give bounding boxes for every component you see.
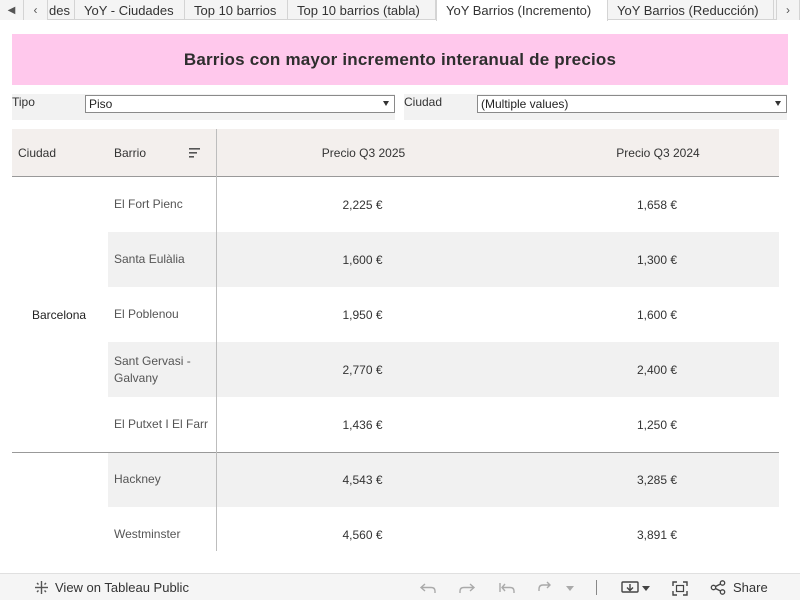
barrio-cell: Santa Eulàlia [114,252,185,266]
caret-down-icon [775,101,781,106]
chevron-first-icon: ◀ [7,4,16,16]
table-row[interactable] [108,507,779,562]
precio-q3-2024-cell: 1,600 € [636,307,678,322]
refresh-icon[interactable] [536,581,554,595]
ciudad-selected-value: (Multiple values) [481,97,569,111]
table-row[interactable] [108,342,779,397]
toolbar-divider [596,580,597,595]
ciudad-dropdown[interactable] [477,95,787,113]
barrio-cell: Hackney [114,472,161,486]
precio-q3-2024-cell: 2,400 € [636,362,678,377]
tab-yoy-barrios-reduccion[interactable]: YoY Barrios (Reducción) [608,0,774,20]
header-ciudad[interactable]: Ciudad [18,146,57,160]
tab-scroll-left[interactable] [24,0,48,20]
chevron-left-icon: ‹ [33,3,38,17]
caret-down-icon [383,101,389,106]
table-row[interactable] [108,452,779,507]
precio-q3-2024-cell: 1,300 € [636,252,678,267]
barrio-cell: El Fort Pienc [114,197,183,211]
table-row[interactable] [108,397,779,452]
download-icon[interactable] [621,581,639,596]
tab-top-10-barrios-tabla[interactable]: Top 10 barrios (tabla) [288,0,436,20]
share-icon [710,580,726,595]
dashboard-title: Barrios con mayor incremento interanual de precios [183,49,617,69]
tab-yoy-ciudades[interactable]: YoY - Ciudades [75,0,185,20]
table-row[interactable] [108,287,779,342]
undo-icon[interactable] [419,581,437,595]
redo-icon[interactable] [458,581,476,595]
precio-q3-2025-cell: 4,560 € [342,527,383,542]
tableau-cross-icon [34,580,49,595]
revert-icon[interactable] [498,581,516,595]
header-precio-q3-2024[interactable]: Precio Q3 2024 [616,146,700,160]
chevron-right-icon: › [786,3,790,17]
tipo-dropdown[interactable] [85,95,395,113]
precio-q3-2024-cell: 3,285 € [636,472,678,487]
sort-icon[interactable] [189,147,201,159]
precio-q3-2025-cell: 2,770 € [342,362,383,377]
precio-q3-2024-cell: 3,891 € [636,527,678,542]
header-barrio[interactable]: Barrio [114,146,147,160]
precio-q3-2024-cell: 1,658 € [636,197,678,212]
fullscreen-icon[interactable] [672,581,688,596]
ciudad-filter-label: Ciudad [404,95,443,109]
precio-q3-2025-cell: 1,436 € [342,417,383,432]
column-divider [216,129,217,551]
header-precio-q3-2025[interactable]: Precio Q3 2025 [321,146,406,160]
group-separator [12,452,779,453]
sheet-tab-bar [0,0,800,20]
barrio-cell: El Poblenou [114,307,179,321]
barrio-cell: El Putxet I El Farr [114,417,209,431]
tab-previous-sheet[interactable]: des [48,0,75,20]
caret-down-icon[interactable] [566,586,574,591]
tab-top-10-barrios[interactable]: Top 10 barrios [185,0,288,20]
tableau-toolbar [0,573,800,600]
tab-yoy-barrios-incremento[interactable]: YoY Barrios (Incremento) [436,0,608,21]
precio-q3-2025-cell: 4,543 € [342,472,383,487]
barrio-cell: Westminster [114,527,181,541]
table-row[interactable] [108,232,779,287]
precio-q3-2025-cell: 1,950 € [342,307,383,322]
tipo-filter-label: Tipo [12,95,35,109]
view-on-tableau-public-link[interactable]: View on Tableau Public [34,574,189,600]
tab-scroll-right[interactable] [776,0,800,20]
caret-down-icon[interactable] [642,586,650,591]
tab-scroll-first[interactable] [0,0,24,20]
table-row[interactable] [108,177,779,232]
ciudad-filter [404,94,787,120]
dashboard-title-box [12,34,788,85]
share-button[interactable]: Share [710,574,768,600]
precio-q3-2025-cell: 2,225 € [342,197,383,212]
precio-q3-2024-cell: 1,250 € [636,417,678,432]
tipo-filter [12,94,395,120]
tipo-selected-value: Piso [89,97,113,111]
precio-q3-2025-cell: 1,600 € [342,252,383,267]
barrio-cell: Sant Gervasi - Galvany [114,353,191,385]
table-header [12,129,779,177]
city-cell-barcelona: Barcelona [32,308,87,322]
